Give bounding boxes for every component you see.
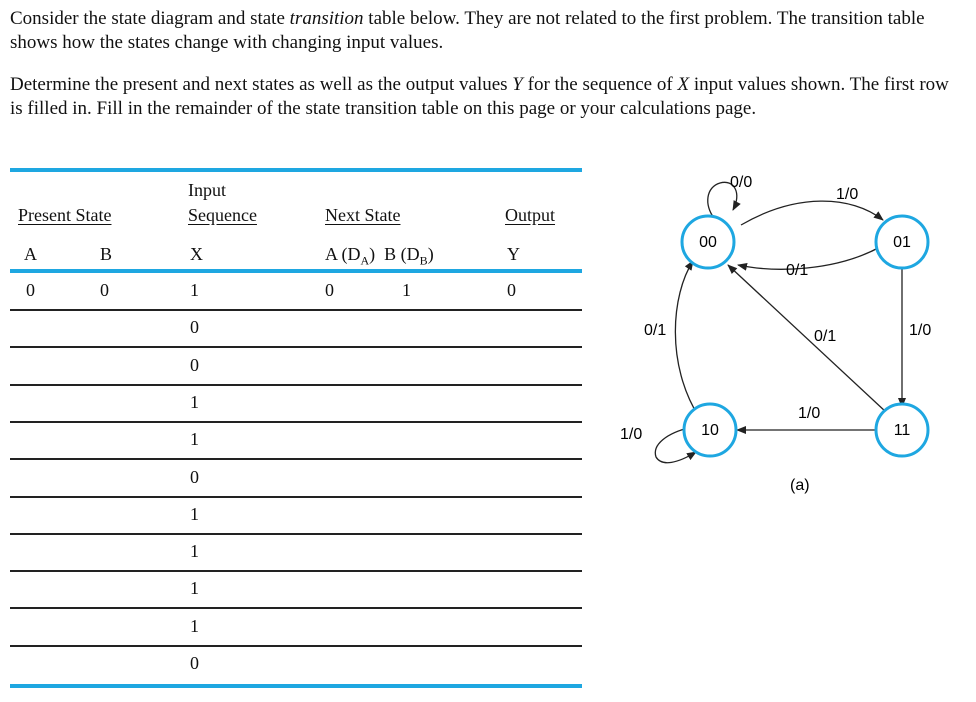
row1-next-b: 1 — [402, 280, 411, 300]
header-sequence: Sequence — [188, 205, 257, 225]
state-11-label: 11 — [893, 422, 911, 439]
intro-text: input values shown. The first row is filled in. Fill in the remainder of the state transition table on this page or your calculations page. — [10, 74, 949, 119]
edge-01-00 — [738, 247, 880, 269]
edge-10-00 — [675, 261, 699, 417]
row1-a: 0 — [26, 280, 35, 300]
x-value-cell: 1 — [190, 391, 199, 412]
x-value-cell: 0 — [190, 317, 199, 338]
state-00-label: 00 — [699, 234, 717, 251]
row-divider — [10, 607, 582, 609]
row-divider — [10, 346, 582, 348]
row-divider — [10, 384, 582, 386]
x-value-cell: 0 — [190, 466, 199, 487]
table-top-rule — [10, 168, 582, 172]
header-col-x: X — [190, 244, 203, 264]
x-value-cell: 1 — [190, 280, 199, 300]
label-01-00: 0/1 — [786, 262, 809, 279]
intro-emphasis: transition — [289, 8, 364, 29]
row-divider — [10, 533, 582, 535]
label-11-00: 0/1 — [814, 328, 837, 345]
variable-y: Y — [512, 74, 523, 95]
row-divider — [10, 309, 582, 311]
intro-paragraph-1 — [10, 7, 960, 55]
table-bottom-rule — [10, 684, 582, 688]
row-divider — [10, 570, 582, 572]
state-01-label: 01 — [893, 234, 911, 251]
x-value-cell: 1 — [190, 429, 199, 450]
intro-text: table below. They are not related to the first problem. The transition table shows how the states change with changing input values. — [10, 8, 925, 53]
header-present-state: Present State — [18, 205, 112, 225]
edge-00-01 — [741, 201, 883, 225]
diagram-caption: (a) — [790, 477, 810, 494]
variable-x: X — [677, 74, 690, 95]
label-self-00: 0/0 — [730, 174, 753, 191]
label-11-10: 1/0 — [798, 405, 821, 422]
x-value-cell: 0 — [190, 354, 199, 375]
state-10-label: 10 — [701, 422, 719, 439]
x-value-cell: 1 — [190, 503, 199, 524]
state-transition-table — [10, 168, 582, 688]
intro-text: Determine the present and next states as well as the output values — [10, 74, 513, 95]
row-divider — [10, 496, 582, 498]
label-01-11: 1/0 — [909, 322, 932, 339]
header-col-next: A $(D_A)$ B $(D_B)$ — [325, 244, 434, 268]
edge-11-00 — [728, 265, 886, 412]
header-col-y: Y — [507, 244, 520, 264]
label-self-10: 1/0 — [620, 426, 643, 443]
x-value-cell: 1 — [190, 541, 199, 562]
x-value-cell: 1 — [190, 615, 199, 636]
row1-next-a: 0 — [325, 280, 334, 300]
row-divider — [10, 645, 582, 647]
header-col-b: B — [100, 244, 113, 264]
row1-b: 0 — [100, 280, 109, 300]
row-divider — [10, 458, 582, 460]
row1-y: 0 — [507, 280, 516, 300]
header-col-a: A — [24, 244, 37, 264]
header-bottom-rule — [10, 269, 582, 273]
intro-text: for the sequence of — [522, 74, 678, 95]
header-input: Input — [188, 180, 226, 200]
header-output: Output — [505, 205, 556, 225]
intro-text: Consider the state diagram and state — [10, 8, 290, 29]
row-divider — [10, 421, 582, 423]
x-value-cell: 0 — [190, 653, 199, 673]
label-00-01: 1/0 — [836, 186, 859, 203]
x-value-cell: 1 — [190, 578, 199, 599]
intro-paragraph-2 — [10, 73, 960, 121]
label-10-00: 0/1 — [644, 322, 667, 339]
header-next-state: Next State — [325, 205, 401, 225]
state-diagram — [596, 165, 972, 510]
